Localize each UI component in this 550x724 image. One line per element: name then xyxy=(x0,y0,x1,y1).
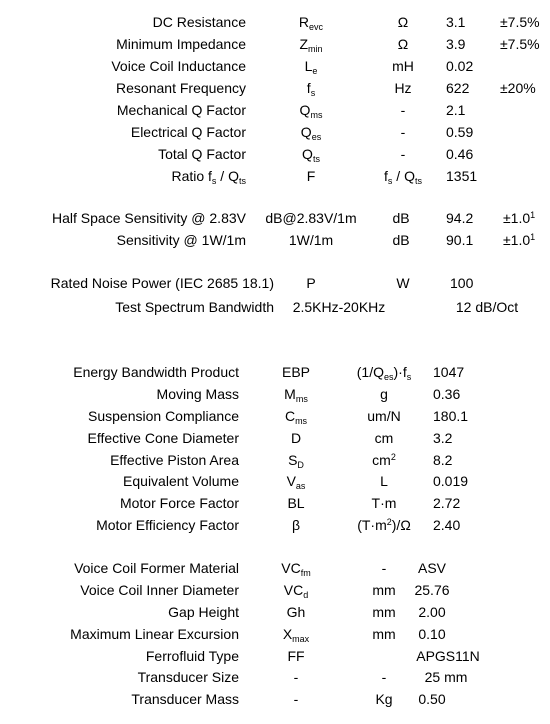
spec-row-gap-height xyxy=(0,602,550,622)
spec-row-transducer-size xyxy=(0,667,550,687)
param-name: Resonant Frequency xyxy=(116,80,246,96)
spec-row-voice-coil-former-material xyxy=(0,558,550,578)
spec-row-half-space-sensitivity xyxy=(0,208,550,228)
param-unit: $(T\cdot m^2)/\Omega$ xyxy=(357,517,411,533)
param-value: 622 xyxy=(446,80,470,96)
param-name: Ferrofluid Type xyxy=(145,648,239,664)
param-symbol: P xyxy=(306,275,316,291)
spec-row-voice-coil-inner-diameter xyxy=(0,580,550,600)
param-value: 0.36 xyxy=(433,386,461,402)
spec-row-transducer-mass xyxy=(0,689,550,709)
param-name: Moving Mass xyxy=(156,386,239,402)
param-name: Half Space Sensitivity @ 2.83V xyxy=(52,210,246,226)
param-symbol: $f_s$ xyxy=(306,80,316,98)
param-tolerance: ±7.5% xyxy=(500,14,540,30)
param-value: 0.10 xyxy=(418,626,446,642)
param-name: Total Q Factor xyxy=(158,146,246,162)
param-symbol: $VC_{fm}$ xyxy=(281,560,311,578)
spec-row-moving-mass xyxy=(0,384,550,404)
param-tolerance: $\pm 1.0^1$ xyxy=(503,210,536,226)
param-value: 3.9 xyxy=(446,36,466,52)
param-symbol: FF xyxy=(287,648,305,664)
spec-row-equivalent-volume xyxy=(0,471,550,491)
spec-row-ferrofluid-type xyxy=(0,646,550,666)
param-tolerance: ±7.5% xyxy=(500,36,540,52)
param-value: 8.2 xyxy=(433,452,453,468)
spec-row-suspension-compliance xyxy=(0,406,550,426)
spec-row-effective-cone-diameter xyxy=(0,428,550,448)
param-unit: Ω xyxy=(397,36,409,52)
param-range: 2.5KHz-20KHz xyxy=(292,299,386,315)
spec-row-electrical-q xyxy=(0,122,550,142)
param-unit: Hz xyxy=(394,80,412,96)
param-symbol: $L_e$ xyxy=(304,58,318,76)
spec-row-voice-coil-inductance xyxy=(0,56,550,76)
param-name: Mechanical Q Factor xyxy=(116,102,246,118)
param-name: Voice Coil Former Material xyxy=(74,560,239,576)
spec-row-maximum-linear-excursion xyxy=(0,624,550,644)
param-value: 3.1 xyxy=(446,14,466,30)
param-name: Voice Coil Inductance xyxy=(111,58,246,74)
param-name: Motor Force Factor xyxy=(119,495,239,511)
param-value: 0.02 xyxy=(446,58,474,74)
param-unit: cm xyxy=(374,430,394,446)
param-name: Minimum Impedance xyxy=(116,36,246,52)
param-value: 2.40 xyxy=(433,517,461,533)
param-name: Ratio $f_s / Q_{ts}$ xyxy=(171,168,246,186)
param-name: Rated Noise Power (IEC 2685 18.1) xyxy=(50,275,274,291)
param-value: 3.2 xyxy=(433,430,453,446)
param-symbol: $S_D$ xyxy=(288,452,304,470)
param-name: Maximum Linear Excursion xyxy=(70,626,239,642)
spec-row-minimum-impedance xyxy=(0,34,550,54)
spec-row-mechanical-q xyxy=(0,100,550,120)
param-name: Gap Height xyxy=(168,604,239,620)
param-value: 2.72 xyxy=(433,495,461,511)
param-unit: $(1/Q_{es})\cdot f_s$ xyxy=(356,364,412,382)
param-symbol: BL xyxy=(287,495,305,511)
param-unit: mm xyxy=(372,582,396,598)
param-symbol: $Q_{es}$ xyxy=(300,124,322,142)
param-unit: um/N xyxy=(367,408,401,424)
param-value: 0.50 xyxy=(418,691,446,707)
param-name: Motor Efficiency Factor xyxy=(96,517,239,533)
param-value: 1047 xyxy=(433,364,465,380)
param-symbol: EBP xyxy=(281,364,311,380)
param-name: Energy Bandwidth Product xyxy=(73,364,239,380)
param-value: 100 xyxy=(450,275,474,291)
param-unit: W xyxy=(396,275,410,291)
spec-row-motor-force-factor xyxy=(0,493,550,513)
param-unit: - xyxy=(400,146,406,162)
param-value: 25.76 xyxy=(414,582,450,598)
param-name: Suspension Compliance xyxy=(88,408,239,424)
param-value: 0.46 xyxy=(446,146,474,162)
param-slope: 12 dB/Oct xyxy=(455,299,519,315)
param-symbol: D xyxy=(290,430,302,446)
param-symbol: dB@2.83V/1m xyxy=(265,210,357,226)
param-value: 90.1 xyxy=(446,232,474,248)
param-symbol: $Q_{ts}$ xyxy=(302,146,320,164)
param-value: 2.00 xyxy=(418,604,446,620)
param-unit: mm xyxy=(372,626,396,642)
param-name: Transducer Size xyxy=(137,669,239,685)
spec-row-motor-efficiency-factor xyxy=(0,515,550,535)
param-unit: Kg xyxy=(375,691,393,707)
param-value: 0.019 xyxy=(433,473,469,489)
param-tolerance: $\pm 1.0^1$ xyxy=(503,232,536,248)
param-unit: L xyxy=(380,473,388,489)
spec-row-sensitivity-1w xyxy=(0,230,550,250)
param-name: Transducer Mass xyxy=(131,691,239,707)
spec-row-rated-noise-power xyxy=(0,273,550,293)
spec-row-dc-resistance xyxy=(0,12,550,32)
param-name: Test Spectrum Bandwidth xyxy=(115,299,274,315)
param-name: Voice Coil Inner Diameter xyxy=(80,582,239,598)
param-symbol: β xyxy=(291,517,301,533)
spec-row-energy-bandwidth-product xyxy=(0,362,550,382)
param-name: Equivalent Volume xyxy=(123,473,239,489)
param-tolerance: ±20% xyxy=(500,80,536,96)
param-unit: T·m xyxy=(371,495,397,511)
param-unit: - xyxy=(381,669,387,685)
param-name: Effective Cone Diameter xyxy=(87,430,239,446)
param-value: 180.1 xyxy=(433,408,469,424)
param-value: APGS11N xyxy=(416,648,480,664)
param-symbol: $R_{evc}$ xyxy=(298,14,324,32)
spec-row-total-q xyxy=(0,144,550,164)
param-unit: Ω xyxy=(397,14,409,30)
param-name: DC Resistance xyxy=(152,14,246,30)
param-symbol: $Q_{ms}$ xyxy=(299,102,323,120)
param-unit: - xyxy=(381,560,387,576)
param-value: ASV xyxy=(417,560,447,576)
param-symbol: $X_{max}$ xyxy=(282,626,310,644)
spec-row-ratio-fs-qts xyxy=(0,166,550,186)
param-unit: dB xyxy=(392,210,410,226)
param-symbol: F xyxy=(306,168,316,184)
param-symbol: - xyxy=(293,691,299,707)
spec-row-effective-piston-area xyxy=(0,450,550,470)
param-name: Effective Piston Area xyxy=(110,452,239,468)
param-unit: g xyxy=(380,386,388,402)
param-value: 2.1 xyxy=(446,102,466,118)
param-name: Sensitivity @ 1W/1m xyxy=(116,232,246,248)
param-symbol: Gh xyxy=(286,604,306,620)
param-unit: $f_s / Q_{ts}$ xyxy=(384,168,422,186)
param-unit: - xyxy=(400,102,406,118)
param-name: Electrical Q Factor xyxy=(130,124,246,140)
param-value: 1351 xyxy=(446,168,478,184)
param-unit: mH xyxy=(392,58,414,74)
param-symbol: $Z_{min}$ xyxy=(299,36,323,54)
spec-row-resonant-frequency xyxy=(0,78,550,98)
spec-row-test-spectrum-bandwidth xyxy=(0,297,550,317)
param-unit: mm xyxy=(372,604,396,620)
param-symbol: $VC_d$ xyxy=(283,582,309,600)
param-value: 0.59 xyxy=(446,124,474,140)
param-unit: - xyxy=(400,124,406,140)
param-symbol: $C_{ms}$ xyxy=(284,408,308,426)
param-symbol: 1W/1m xyxy=(288,232,334,248)
param-symbol: $M_{ms}$ xyxy=(284,386,308,404)
param-symbol: - xyxy=(293,669,299,685)
param-symbol: $V_{as}$ xyxy=(286,473,306,491)
param-unit: dB xyxy=(392,232,410,248)
param-value: 94.2 xyxy=(446,210,474,226)
param-unit: $cm^2$ xyxy=(372,452,396,468)
param-value: 25 mm xyxy=(424,669,468,685)
